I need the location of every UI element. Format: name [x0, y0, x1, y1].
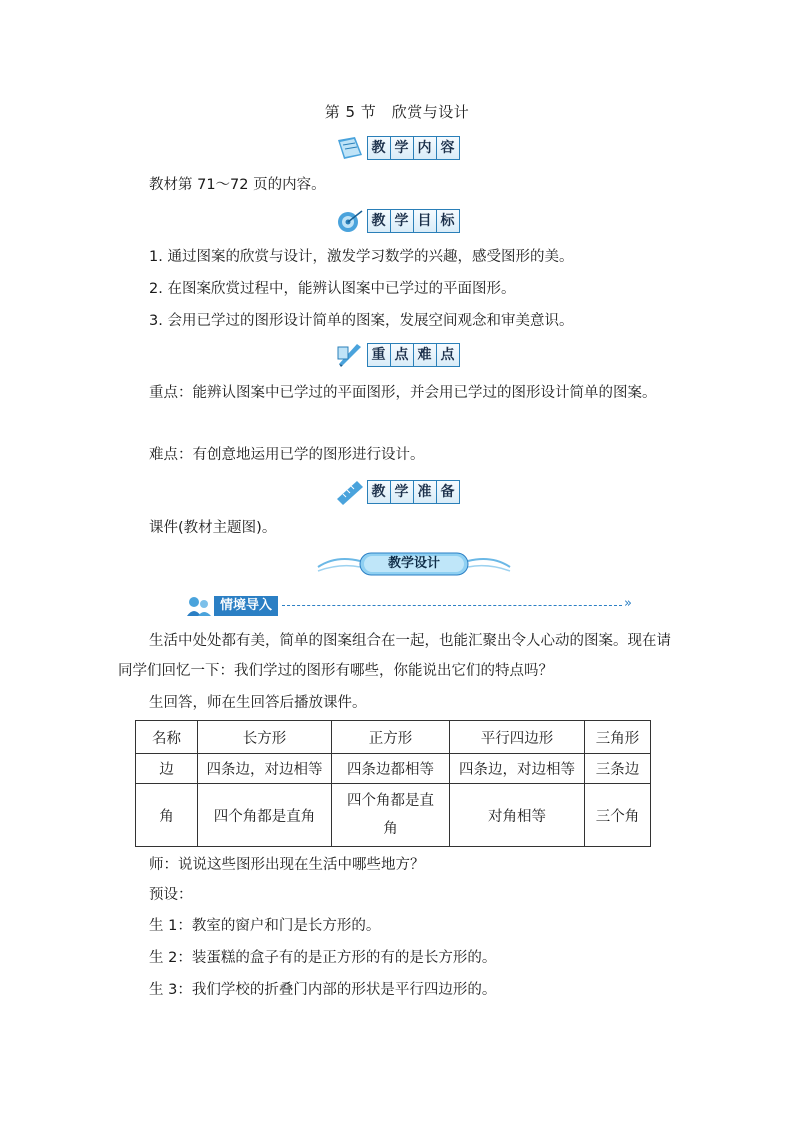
prep-text: 课件(教材主题图)。	[149, 520, 277, 536]
dialog-line: 预设：	[149, 887, 193, 903]
key-point-text: 重点：能辨认图案中已学过的平面图形，并会用已学过的图形设计简单的图案。	[149, 385, 657, 401]
target-icon	[335, 208, 365, 234]
table-cell: 三条边	[585, 754, 651, 784]
table-header-cell: 正方形	[332, 721, 450, 754]
section-char: 教	[368, 210, 391, 232]
content-text: 教材第 71～72 页的内容。	[149, 177, 326, 193]
dialog-line: 生 1：教室的窗户和门是长方形的。	[149, 918, 381, 934]
section-header-key-points	[0, 340, 794, 370]
table-cell: 四个角都是直角	[198, 784, 332, 847]
ruler-icon	[335, 479, 365, 505]
table-cell: 角	[136, 784, 198, 847]
table-cell: 四条边，对边相等	[198, 754, 332, 784]
section-char: 学	[391, 210, 414, 232]
table-cell: 对角相等	[450, 784, 585, 847]
section-char: 标	[437, 210, 459, 232]
section-char: 点	[437, 344, 459, 366]
section-header-prep	[0, 477, 794, 507]
section-char: 教	[368, 137, 391, 159]
table-header-cell: 平行四边形	[450, 721, 585, 754]
banner-label: 教学设计	[387, 556, 440, 571]
dialog-line: 生 3：我们学校的折叠门内部的形状是平行四边形的。	[149, 982, 497, 998]
teaching-design-banner	[316, 549, 512, 579]
after-intro-text: 生回答，师在生回答后播放课件。	[149, 695, 367, 711]
goal-item: 3. 会用已学过的图形设计简单的图案，发展空间观念和审美意识。	[149, 313, 574, 329]
table-cell: 三个角	[585, 784, 651, 847]
people-icon	[186, 594, 212, 618]
table-header-cell: 长方形	[198, 721, 332, 754]
table-header-cell: 三角形	[585, 721, 651, 754]
book-icon	[335, 135, 365, 161]
section-char: 重	[368, 344, 391, 366]
section-char: 准	[414, 481, 437, 503]
table-row	[136, 754, 651, 784]
dashed-divider	[282, 605, 622, 606]
table-cell: 四条边，对边相等	[450, 754, 585, 784]
section-header-goals	[0, 206, 794, 236]
intro-paragraph: 生活中处处都有美，简单的图案组合在一起，也能汇聚出令人心动的图案。现在请同学们回忆一下：我们学过的图形有哪些，你能说出它们的特点吗？	[118, 633, 671, 679]
intro-section-header	[186, 594, 646, 618]
section-char: 容	[437, 137, 459, 159]
dialog-line: 生 2：装蛋糕的盒子有的是正方形的有的是长方形的。	[149, 950, 497, 966]
goal-item: 2. 在图案欣赏过程中，能辨认图案中已学过的平面图形。	[149, 281, 516, 297]
table-cell: 边	[136, 754, 198, 784]
table-header-row	[136, 721, 651, 754]
page-title: 第 5 节 欣赏与设计	[324, 103, 470, 121]
shapes-table	[135, 720, 651, 847]
table-cell: 四条边都相等	[332, 754, 450, 784]
section-char: 目	[414, 210, 437, 232]
table-cell: 四个角都是直角	[332, 784, 450, 847]
difficulty-text: 难点：有创意地运用已学的图形进行设计。	[149, 447, 425, 463]
section-char: 点	[391, 344, 414, 366]
dialog-line: 师：说说这些图形出现在生活中哪些地方？	[149, 857, 425, 873]
intro-label: 情境导入	[214, 596, 278, 616]
table-row	[136, 784, 651, 847]
section-char: 内	[414, 137, 437, 159]
section-char: 学	[391, 481, 414, 503]
section-char: 备	[437, 481, 459, 503]
section-char: 学	[391, 137, 414, 159]
section-header-content	[0, 133, 794, 163]
goal-item: 1. 通过图案的欣赏与设计，激发学习数学的兴趣，感受图形的美。	[149, 249, 574, 265]
section-char: 教	[368, 481, 391, 503]
double-chevron-icon: »	[624, 596, 632, 611]
pencil-icon	[335, 342, 365, 368]
table-header-cell: 名称	[136, 721, 198, 754]
section-char: 难	[414, 344, 437, 366]
